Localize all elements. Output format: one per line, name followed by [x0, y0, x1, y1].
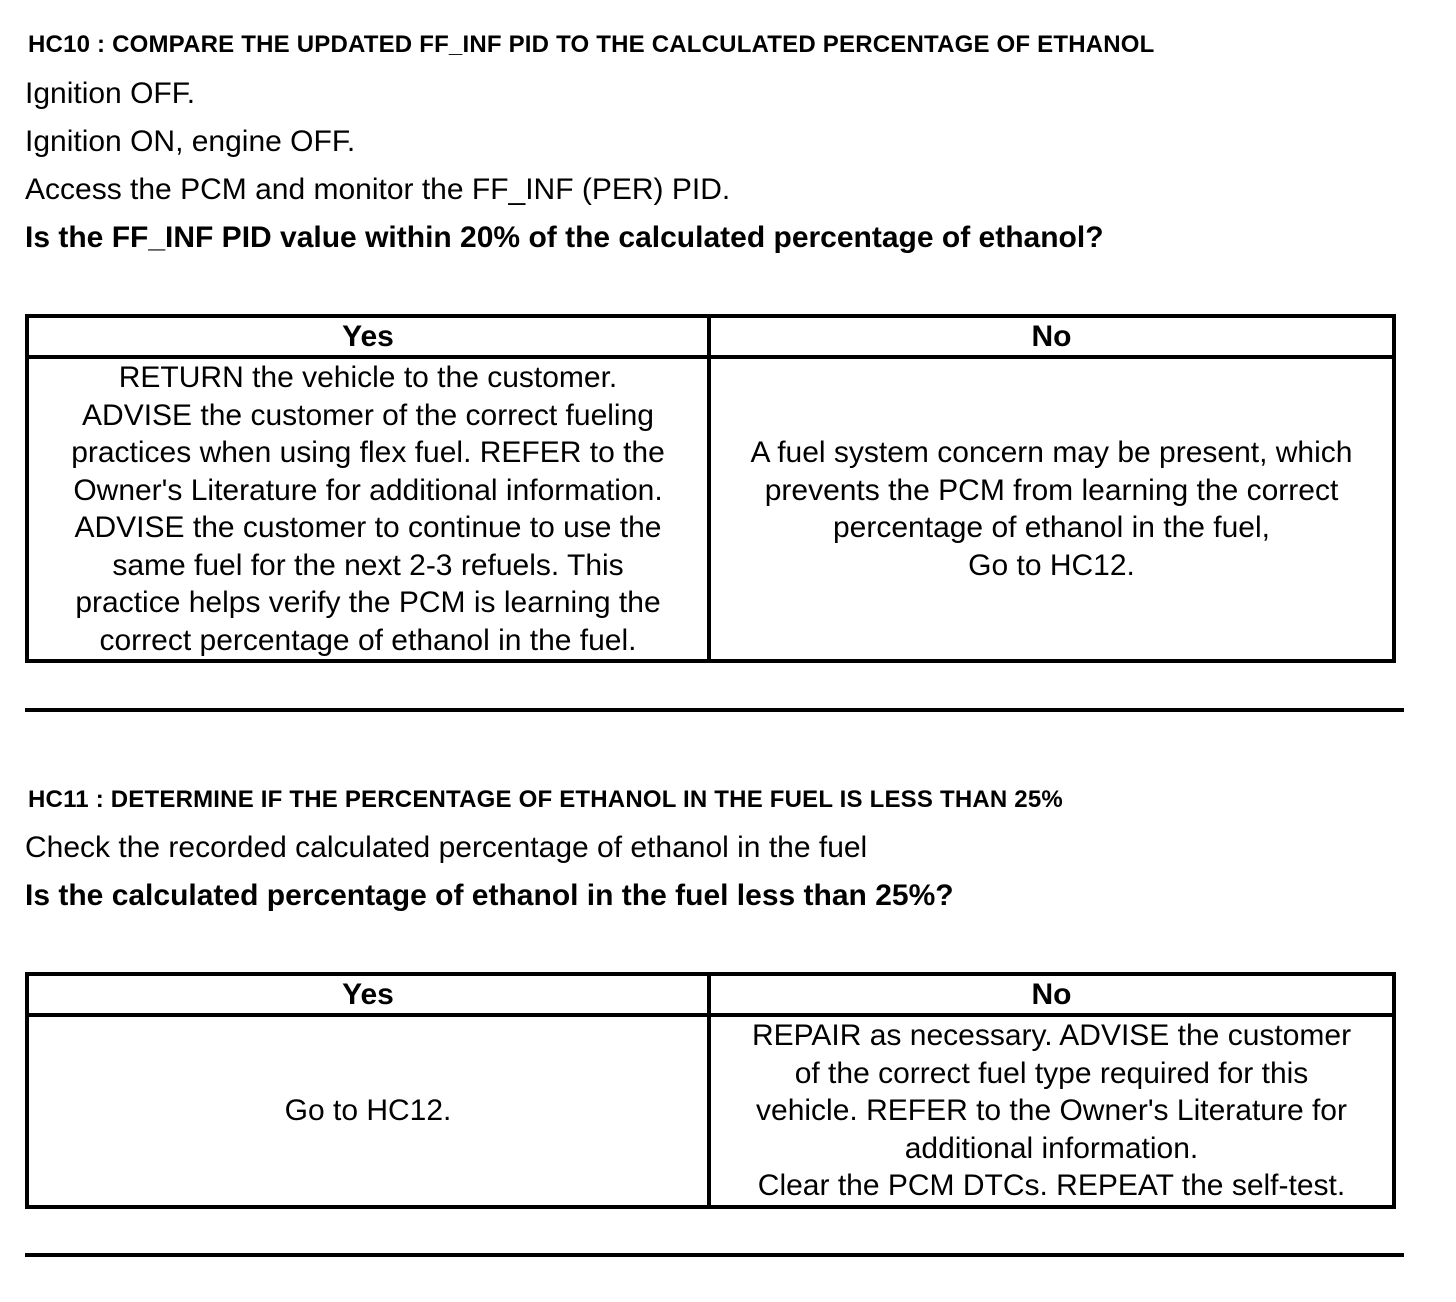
decision-body-row	[27, 357, 1394, 661]
no-line: Go to HC12.	[968, 548, 1135, 582]
step-hc11-question: Is the calculated percentage of ethanol in the fuel less than 25%?	[25, 879, 954, 912]
decision-body-row	[27, 1015, 1394, 1207]
yes-line: correct percentage of ethanol in the fuel.	[99, 623, 637, 657]
no-line: additional information.	[904, 1131, 1199, 1165]
yes-line: practice helps verify the PCM is learning the	[75, 586, 661, 619]
decision-header-row	[27, 316, 1394, 357]
step-hc10-title: HC10 : COMPARE THE UPDATED FF_INF PID TO THE CALCULATED PERCENTAGE OF ETHANOL	[28, 31, 1155, 58]
step-hc10-instruction-1: Ignition OFF.	[25, 77, 196, 110]
step-hc10-question: Is the FF_INF PID value within 20% of the calculated percentage of ethanol?	[25, 221, 1104, 254]
step-hc11-title: HC11 : DETERMINE IF THE PERCENTAGE OF ETHANOL IN THE FUEL IS LESS THAN 25%	[28, 786, 1063, 813]
decision-header-row	[27, 974, 1394, 1015]
yes-line: practices when using flex fuel. REFER to the	[71, 436, 665, 469]
yes-header: Yes	[27, 974, 709, 1015]
step-hc10-instruction-3: Access the PCM and monitor the FF_INF (PER) PID.	[25, 173, 731, 206]
yes-line: ADVISE the customer to continue to use the	[74, 511, 662, 544]
yes-line: same fuel for the next 2-3 refuels. This	[112, 548, 624, 582]
no-header: No	[709, 974, 1394, 1015]
no-line: A fuel system concern may be present, which	[750, 436, 1353, 469]
section-divider	[25, 708, 1404, 712]
step-hc10-instruction-2: Ignition ON, engine OFF.	[25, 125, 356, 158]
no-header: No	[709, 316, 1394, 357]
section-divider	[25, 1253, 1404, 1257]
no-line: REPAIR as necessary. ADVISE the customer	[751, 1019, 1352, 1052]
yes-line: Owner's Literature for additional information.	[73, 473, 663, 507]
yes-cell	[27, 357, 709, 661]
yes-line: RETURN the vehicle to the customer.	[118, 361, 618, 394]
no-line: Clear the PCM DTCs. REPEAT the self-test.	[757, 1169, 1346, 1202]
yes-line: Go to HC12.	[284, 1094, 452, 1127]
no-line: percentage of ethanol in the fuel,	[833, 511, 1270, 544]
no-line: prevents the PCM from learning the correct	[764, 473, 1339, 507]
no-cell	[709, 1015, 1394, 1207]
yes-header: Yes	[27, 316, 709, 357]
yes-line: ADVISE the customer of the correct fueling	[82, 398, 654, 432]
no-line: of the correct fuel type required for this	[794, 1056, 1309, 1090]
step-hc11-decision-table	[25, 972, 1396, 1209]
no-cell	[709, 357, 1394, 661]
no-line: vehicle. REFER to the Owner's Literature for	[756, 1094, 1347, 1127]
step-hc10-decision-table	[25, 314, 1396, 663]
yes-cell	[27, 1015, 709, 1207]
step-hc11-instruction-1: Check the recorded calculated percentage of ethanol in the fuel	[25, 831, 868, 864]
